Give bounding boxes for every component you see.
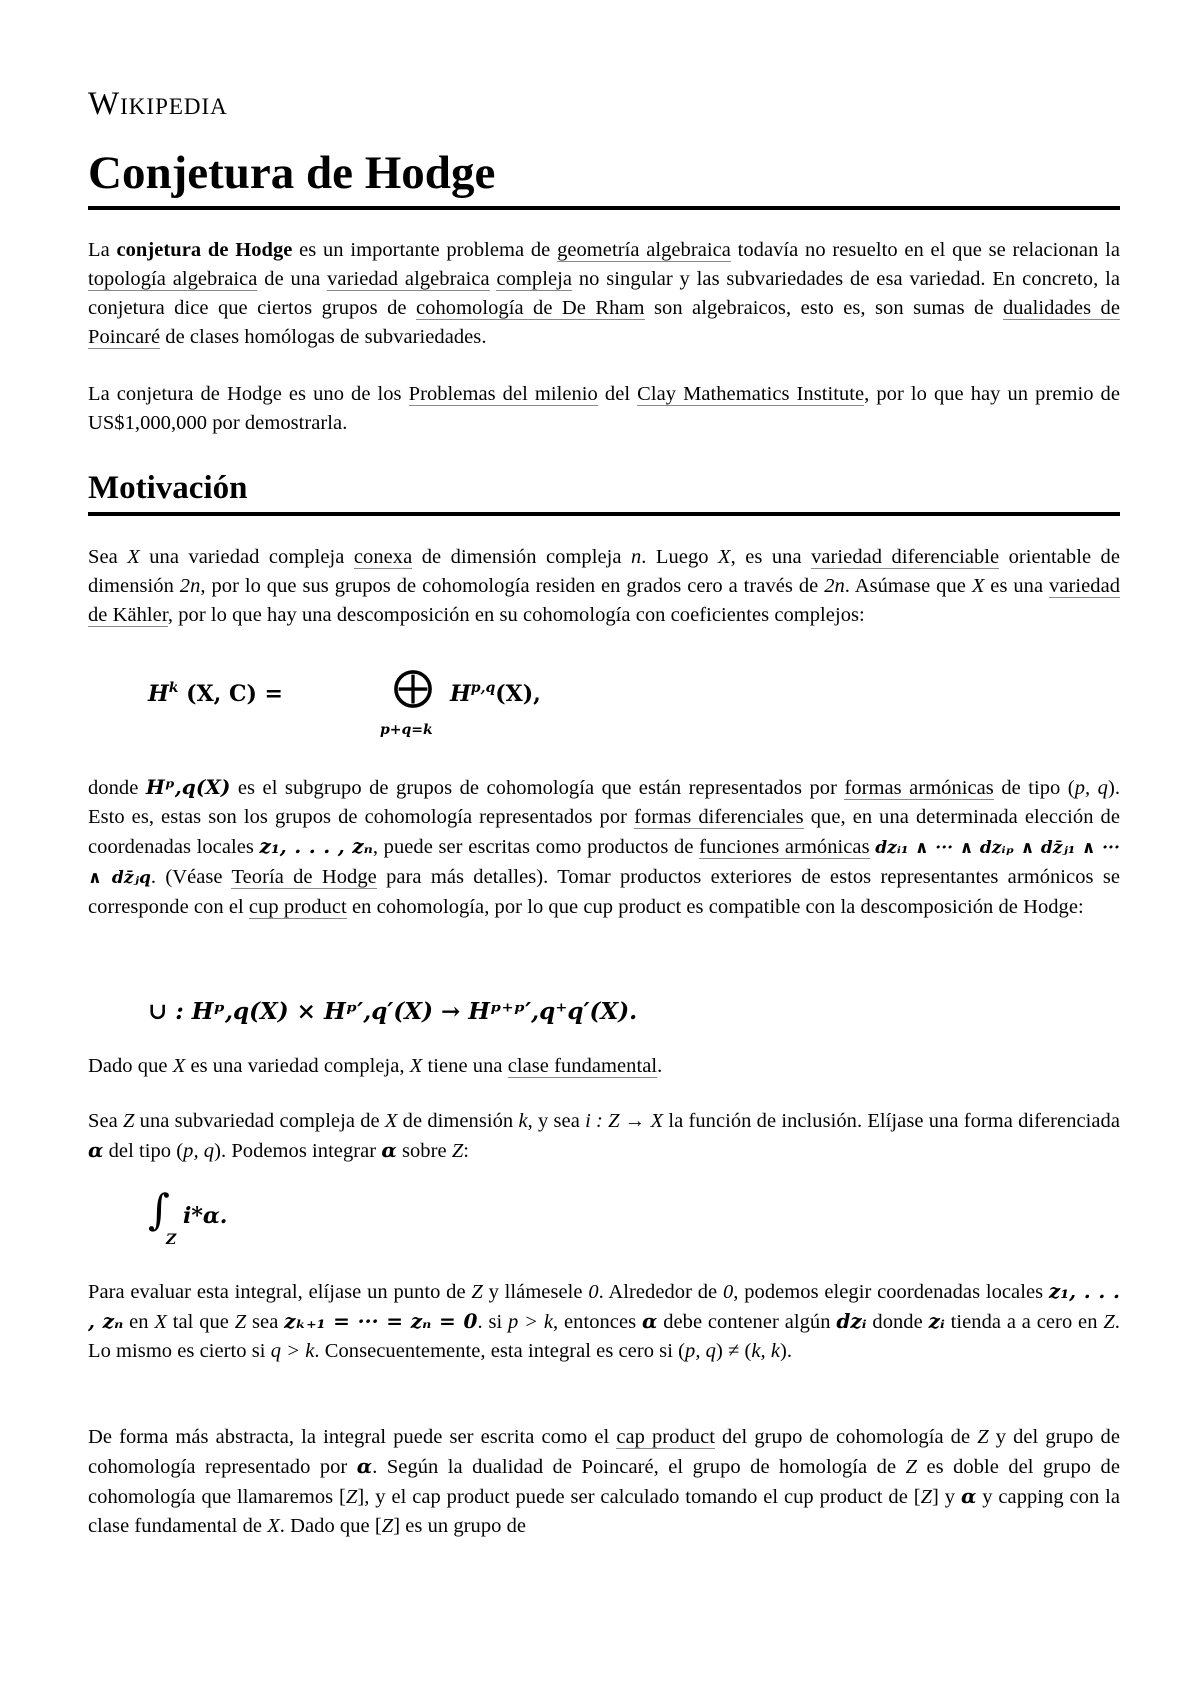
math-wedge-product: dzᵢ₁ ∧ ··· ∧ dzᵢₚ ∧ dz̄ⱼ₁ ∧ ··· ∧ dz̄ⱼq	[88, 838, 1120, 888]
direct-sum-symbol: ⨁	[393, 664, 433, 710]
motivation-paragraph-6: De forma más abstracta, la integral puede ser escrita como el cap product del grupo de cohomología de Z y del grupo de cohomología representado por α. Según la dualidad de Poincaré, el grupo de homología de Z es doble del grupo de cohomología que llamaremos [Z], y el cap product puede ser calculado tomando el cup product de [Z] y α y capping con la clase fundamental de X. Dado que [Z] es un grupo de	[88, 1426, 1121, 1537]
intro-paragraph-2: La conjetura de Hodge es uno de los Problemas del milenio del Clay Mathematics Institute, por lo que hay un premio de US$1,000,000 por demostrarla.	[88, 383, 1120, 434]
motivation-paragraph-2: donde Hᵖ,q(X) es el subgrupo de grupos de cohomología que están representados por formas armónicas de tipo (p, q). Esto es, estas son los grupos de cohomología representados por formas diferenciales que, en una determinada elección de coordenadas locales z₁, . . . , zₙ, puede ser escritas como productos de funciones armónicas dzᵢ₁ ∧ ··· ∧ dzᵢₚ ∧ dz̄ⱼ₁ ∧ ··· ∧ dz̄ⱼq. (Véase Teoría de Hodge para más detalles). Tomar productos exteriores de estos representantes armónicos se corresponde con el cup product en cohomología, por lo que cup product es compatible con la descomposición de Hodge:	[88, 775, 1121, 918]
equation-hodge-rhs: H$^{p,q}$(X),	[450, 680, 541, 707]
link-cap-product[interactable]: cap product	[616, 1426, 715, 1448]
integral-symbol: ∫	[148, 1185, 170, 1234]
motivation-paragraph-4: Sea Z una subvariedad compleja de X de dimensión k, y sea i : Z → X la función de inclusión. Elíjase una forma diferenciada α del tipo (p, q). Podemos integrar α sobre Z:	[88, 1110, 1120, 1162]
equation-cup-product: ∪ : Hᵖ,q(X) × Hᵖ′,q′(X) → Hᵖ⁺ᵖ′,q⁺q′(X).	[148, 998, 638, 1025]
motivation-paragraph-1: Sea X una variedad compleja conexa de dimensión compleja n. Luego X, es una variedad diferenciable orientable de dimensión 2n, por lo que sus grupos de cohomología residen en grados cero a través de 2n. Asúmase que X es una variedad de Kähler, por lo que hay una descomposición en su cohomología con coeficientes complejos:	[88, 546, 1121, 626]
link-problemas-milenio[interactable]: Problemas del milenio	[408, 383, 598, 405]
link-compleja[interactable]: compleja	[496, 268, 573, 290]
link-variedad-algebraica[interactable]: variedad algebraica	[327, 268, 490, 290]
motivation-paragraph-5: Para evaluar esta integral, elíjase un punto de Z y llámesele 0. Alrededor de 0, podemos elegir coordenadas locales z₁, . . . , zₙ en X tal que Z sea zₖ₊₁ = ··· = zₙ = 0. si p > k, entonces α debe contener algún dzᵢ donde zᵢ tienda a a cero en Z. Lo mismo es cierto si q > k. Consecuentemente, esta integral es cero si (p, q) ≠ (k, k).	[88, 1279, 1120, 1362]
link-formas-armonicas[interactable]: formas armónicas	[844, 777, 994, 799]
link-variedad-diferenciable[interactable]: variedad diferenciable	[811, 546, 1000, 568]
link-funciones-armonicas[interactable]: funciones armónicas	[699, 836, 870, 858]
wikipedia-logo[interactable]: Wikipedia	[88, 86, 228, 122]
bold-term: conjetura de Hodge	[116, 239, 293, 261]
section-heading-motivacion: Motivación	[88, 470, 1120, 516]
page-title: Conjetura de Hodge	[88, 146, 1120, 210]
link-teoria-hodge[interactable]: Teoría de Hodge	[231, 866, 377, 888]
link-cohomologia-de-rham[interactable]: cohomología de De Rham	[416, 297, 645, 319]
math-local-coords: z₁, . . . , zₙ	[259, 834, 373, 858]
link-dualidades-poincare[interactable]: dualidades de Poincaré	[88, 297, 1120, 348]
equation-hodge-decomposition: $H^k$ (X, C) =	[148, 680, 283, 707]
integral-subscript: Z	[166, 1232, 177, 1248]
link-formas-diferenciales[interactable]: formas diferenciales	[634, 806, 804, 828]
math-hpq: Hᵖ,q(X)	[145, 775, 231, 799]
link-variedad-kahler[interactable]: variedad de Kähler	[88, 575, 1121, 626]
link-cup-product[interactable]: cup product	[248, 896, 347, 918]
link-geometria-algebraica[interactable]: geometría algebraica	[557, 239, 731, 261]
motivation-paragraph-3: Dado que X es una variedad compleja, X tiene una clase fundamental.	[88, 1055, 663, 1077]
direct-sum-index: p+q=k	[380, 722, 433, 738]
integral-body: i*α.	[183, 1203, 228, 1229]
intro-paragraph-1: La conjetura de Hodge es un importante problema de geometría algebraica todavía no resuelto en el que se relacionan la topología algebraica de una variedad algebraica compleja no singular y las subvariedades de esa variedad. En concreto, la conjetura dice que ciertos grupos de cohomología de De Rham son algebraicos, esto es, son sumas de dualidades de Poincaré de clases homólogas de subvariedades.	[88, 239, 1120, 348]
link-conexa[interactable]: conexa	[353, 546, 413, 568]
link-clay-institute[interactable]: Clay Mathematics Institute	[637, 383, 865, 405]
link-clase-fundamental[interactable]: clase fundamental	[507, 1055, 658, 1077]
link-topologia-algebraica[interactable]: topología algebraica	[88, 268, 258, 290]
